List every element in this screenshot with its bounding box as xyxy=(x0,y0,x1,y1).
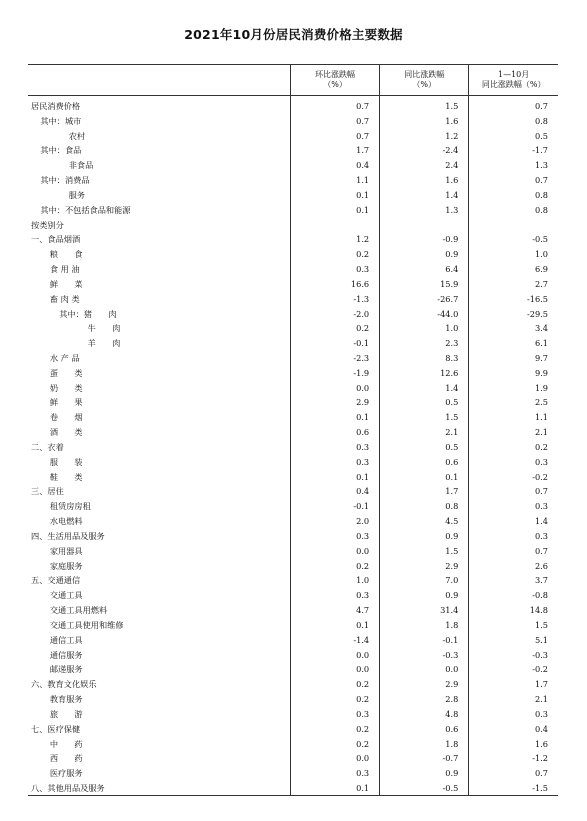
yoy-change-cell: 0.9 xyxy=(380,766,469,781)
mom-change-cell: 0.0 xyxy=(290,751,379,766)
yoy-change-cell: 2.4 xyxy=(380,158,469,173)
yoy-change-cell: 1.8 xyxy=(380,617,469,632)
yoy-change-cell: 0.6 xyxy=(380,721,469,736)
row-label: 旅 游 xyxy=(49,708,83,719)
mom-change-cell: 2.0 xyxy=(290,514,379,529)
yoy-change-cell: 12.6 xyxy=(380,365,469,380)
table-row xyxy=(28,306,558,321)
yoy-change-cell: 0.9 xyxy=(380,529,469,544)
ytd-change-cell: 6.1 xyxy=(469,336,558,351)
row-label: 食 用 油 xyxy=(49,264,80,275)
ytd-change-cell: 9.9 xyxy=(469,365,558,380)
ytd-change-cell: -1.2 xyxy=(469,751,558,766)
mom-change-cell: 0.2 xyxy=(290,677,379,692)
row-label: 其中：消费品 xyxy=(40,175,90,186)
mom-change-cell: -1.9 xyxy=(290,365,379,380)
mom-change-cell: 0.3 xyxy=(290,706,379,721)
table-row xyxy=(28,766,558,781)
ytd-change-cell: 0.3 xyxy=(469,706,558,721)
header-ytd-line2: 同比涨跌幅（%） xyxy=(481,80,546,89)
row-label: 家庭服务 xyxy=(49,560,83,571)
ytd-change-cell: 0.7 xyxy=(469,173,558,188)
ytd-change-cell: -1.5 xyxy=(469,781,558,796)
mom-change-cell: 0.7 xyxy=(290,99,379,114)
row-label: 七、医疗保健 xyxy=(31,723,81,734)
ytd-change-cell: -0.8 xyxy=(469,588,558,603)
yoy-change-cell: 2.3 xyxy=(380,336,469,351)
ytd-change-cell: -0.3 xyxy=(469,647,558,662)
table-header-row xyxy=(28,65,558,96)
ytd-change-cell: 2.1 xyxy=(469,692,558,707)
row-label: 一、食品烟酒 xyxy=(31,234,81,245)
yoy-change-cell: 2.1 xyxy=(380,425,469,440)
yoy-change-cell xyxy=(380,217,469,232)
row-label: 通信工具 xyxy=(49,634,83,645)
row-label: 鲜 菜 xyxy=(49,278,83,289)
row-label: 交通工具用燃料 xyxy=(49,605,108,616)
mom-change-cell: 0.3 xyxy=(290,454,379,469)
yoy-change-cell: 1.5 xyxy=(380,410,469,425)
mom-change-cell: 1.7 xyxy=(290,143,379,158)
mom-change-cell: 0.2 xyxy=(290,721,379,736)
ytd-change-cell: 5.1 xyxy=(469,632,558,647)
yoy-change-cell: -44.0 xyxy=(380,306,469,321)
row-label: 服 装 xyxy=(49,456,83,467)
table-row xyxy=(28,380,558,395)
mom-change-cell xyxy=(290,217,379,232)
table-row xyxy=(28,529,558,544)
ytd-change-cell: 1.9 xyxy=(469,380,558,395)
yoy-change-cell: -0.7 xyxy=(380,751,469,766)
table-row xyxy=(28,632,558,647)
header-yoy xyxy=(380,65,469,96)
header-mom-line2: （%） xyxy=(323,80,347,89)
yoy-change-cell: 0.5 xyxy=(380,395,469,410)
yoy-change-cell: 1.2 xyxy=(380,128,469,143)
table-row xyxy=(28,677,558,692)
ytd-change-cell: 0.8 xyxy=(469,202,558,217)
mom-change-cell: 0.4 xyxy=(290,484,379,499)
row-label: 居民消费价格 xyxy=(31,100,81,111)
yoy-change-cell: 1.3 xyxy=(380,202,469,217)
mom-change-cell: -1.3 xyxy=(290,291,379,306)
mom-change-cell: 0.3 xyxy=(290,440,379,455)
ytd-change-cell: -0.5 xyxy=(469,232,558,247)
row-label: 羊 肉 xyxy=(87,338,121,349)
ytd-change-cell xyxy=(469,217,558,232)
yoy-change-cell: 1.7 xyxy=(380,484,469,499)
row-label: 其中：食品 xyxy=(40,145,82,156)
row-label: 其中：不包括食品和能源 xyxy=(40,204,131,215)
ytd-change-cell: -29.5 xyxy=(469,306,558,321)
ytd-change-cell: 1.7 xyxy=(469,677,558,692)
row-label: 卷 烟 xyxy=(49,412,83,423)
ytd-change-cell: 0.8 xyxy=(469,113,558,128)
mom-change-cell: 0.1 xyxy=(290,469,379,484)
yoy-change-cell: 31.4 xyxy=(380,603,469,618)
row-label: 家用器具 xyxy=(49,545,83,556)
table-row xyxy=(28,751,558,766)
mom-change-cell: 0.3 xyxy=(290,262,379,277)
table-row xyxy=(28,410,558,425)
row-label: 鲜 果 xyxy=(49,397,83,408)
ytd-change-cell: 1.1 xyxy=(469,410,558,425)
table-row xyxy=(28,232,558,247)
table-row xyxy=(28,99,558,114)
header-yoy-line1: 同比涨跌幅 xyxy=(404,70,445,79)
yoy-change-cell: 0.9 xyxy=(380,247,469,262)
table-row xyxy=(28,781,558,796)
mom-change-cell: 0.3 xyxy=(290,766,379,781)
page-title: 2021年10月份居民消费价格主要数据 xyxy=(184,27,403,42)
mom-change-cell: 0.1 xyxy=(290,410,379,425)
table-body xyxy=(28,96,558,796)
row-label: 酒 类 xyxy=(49,427,83,438)
yoy-change-cell: -0.3 xyxy=(380,647,469,662)
yoy-change-cell: 1.4 xyxy=(380,380,469,395)
mom-change-cell: 1.2 xyxy=(290,232,379,247)
mom-change-cell: 0.1 xyxy=(290,187,379,202)
ytd-change-cell: 1.0 xyxy=(469,247,558,262)
mom-change-cell: 1.1 xyxy=(290,173,379,188)
yoy-change-cell: 4.5 xyxy=(380,514,469,529)
mom-change-cell: 4.7 xyxy=(290,603,379,618)
mom-change-cell: 0.1 xyxy=(290,781,379,796)
mom-change-cell: 0.4 xyxy=(290,158,379,173)
table-row xyxy=(28,543,558,558)
mom-change-cell: -0.1 xyxy=(290,499,379,514)
row-label: 其中：猪 肉 xyxy=(59,308,117,319)
row-label: 医疗服务 xyxy=(49,768,83,779)
row-label: 通信服务 xyxy=(49,649,83,660)
ytd-change-cell: 0.8 xyxy=(469,187,558,202)
row-label: 西 药 xyxy=(49,753,83,764)
table-row xyxy=(28,573,558,588)
row-label: 交通工具 xyxy=(49,590,83,601)
yoy-change-cell: 1.4 xyxy=(380,187,469,202)
yoy-change-cell: -0.5 xyxy=(380,781,469,796)
ytd-change-cell: 14.8 xyxy=(469,603,558,618)
ytd-change-cell: 2.6 xyxy=(469,558,558,573)
table-row xyxy=(28,276,558,291)
ytd-change-cell: 2.5 xyxy=(469,395,558,410)
row-label: 水 产 品 xyxy=(49,352,80,363)
ytd-change-cell: 0.7 xyxy=(469,99,558,114)
ytd-change-cell: 0.2 xyxy=(469,440,558,455)
yoy-change-cell: 1.8 xyxy=(380,736,469,751)
header-ytd xyxy=(469,65,558,96)
yoy-change-cell: 0.1 xyxy=(380,469,469,484)
row-label: 四、生活用品及服务 xyxy=(31,530,105,541)
mom-change-cell: -1.4 xyxy=(290,632,379,647)
table-row xyxy=(28,692,558,707)
header-mom-line1: 环比涨跌幅 xyxy=(315,70,356,79)
ytd-change-cell: 1.3 xyxy=(469,158,558,173)
header-item-name xyxy=(28,65,290,96)
mom-change-cell: 0.7 xyxy=(290,128,379,143)
mom-change-cell: 0.2 xyxy=(290,321,379,336)
table-row xyxy=(28,706,558,721)
mom-change-cell: 0.2 xyxy=(290,692,379,707)
mom-change-cell: 0.0 xyxy=(290,543,379,558)
yoy-change-cell: 1.6 xyxy=(380,173,469,188)
table-row xyxy=(28,113,558,128)
table-row xyxy=(28,425,558,440)
row-label: 租赁房房租 xyxy=(49,501,91,512)
mom-change-cell: 0.0 xyxy=(290,662,379,677)
table-row xyxy=(28,336,558,351)
yoy-change-cell: 1.6 xyxy=(380,113,469,128)
row-label: 粮 食 xyxy=(49,249,83,260)
table-row xyxy=(28,603,558,618)
table-row xyxy=(28,662,558,677)
row-label: 其中：城市 xyxy=(40,115,82,126)
yoy-change-cell: 8.3 xyxy=(380,351,469,366)
table-row xyxy=(28,365,558,380)
table-row xyxy=(28,158,558,173)
mom-change-cell: -2.3 xyxy=(290,351,379,366)
mom-change-cell: 0.0 xyxy=(290,647,379,662)
mom-change-cell: 0.7 xyxy=(290,113,379,128)
yoy-change-cell: 2.8 xyxy=(380,692,469,707)
yoy-change-cell: 15.9 xyxy=(380,276,469,291)
ytd-change-cell: 1.4 xyxy=(469,514,558,529)
table-row xyxy=(28,262,558,277)
yoy-change-cell: 2.9 xyxy=(380,677,469,692)
yoy-change-cell: 0.8 xyxy=(380,499,469,514)
row-label: 八、其他用品及服务 xyxy=(28,781,290,796)
row-label: 非食品 xyxy=(68,160,94,171)
mom-change-cell: 0.3 xyxy=(290,588,379,603)
mom-change-cell: 0.6 xyxy=(290,425,379,440)
table-row xyxy=(28,187,558,202)
table-row xyxy=(28,499,558,514)
ytd-change-cell: 1.6 xyxy=(469,736,558,751)
mom-change-cell: 16.6 xyxy=(290,276,379,291)
mom-change-cell: -2.0 xyxy=(290,306,379,321)
ytd-change-cell: -0.2 xyxy=(469,469,558,484)
ytd-change-cell: 0.3 xyxy=(469,529,558,544)
table-row xyxy=(28,291,558,306)
yoy-change-cell: 1.0 xyxy=(380,321,469,336)
yoy-change-cell: 1.5 xyxy=(380,99,469,114)
yoy-change-cell: -2.4 xyxy=(380,143,469,158)
row-label: 农村 xyxy=(68,130,86,141)
row-label: 奶 类 xyxy=(49,382,83,393)
yoy-change-cell: 2.9 xyxy=(380,558,469,573)
mom-change-cell: 0.3 xyxy=(290,529,379,544)
table-row xyxy=(28,588,558,603)
mom-change-cell: 0.2 xyxy=(290,558,379,573)
ytd-change-cell: 0.3 xyxy=(469,454,558,469)
ytd-change-cell: 9.7 xyxy=(469,351,558,366)
table-row xyxy=(28,454,558,469)
row-label: 二、衣着 xyxy=(31,441,64,452)
mom-change-cell: 0.0 xyxy=(290,380,379,395)
yoy-change-cell: -0.9 xyxy=(380,232,469,247)
mom-change-cell: 2.9 xyxy=(290,395,379,410)
mom-change-cell: 0.2 xyxy=(290,247,379,262)
mom-change-cell: 1.0 xyxy=(290,573,379,588)
mom-change-cell: -0.1 xyxy=(290,336,379,351)
row-label: 服务 xyxy=(68,189,86,200)
ytd-change-cell: 0.7 xyxy=(469,766,558,781)
yoy-change-cell: 7.0 xyxy=(380,573,469,588)
mom-change-cell: 0.1 xyxy=(290,202,379,217)
yoy-change-cell: -26.7 xyxy=(380,291,469,306)
table-row xyxy=(28,173,558,188)
row-label: 蛋 类 xyxy=(49,367,83,378)
row-label: 中 药 xyxy=(49,738,83,749)
mom-change-cell: 0.1 xyxy=(290,617,379,632)
header-mom xyxy=(290,65,379,96)
row-label: 教育服务 xyxy=(49,694,83,705)
table-row xyxy=(28,351,558,366)
ytd-change-cell: 0.7 xyxy=(469,543,558,558)
table-row xyxy=(28,558,558,573)
table-row xyxy=(28,469,558,484)
table-row xyxy=(28,143,558,158)
row-label: 水电燃料 xyxy=(49,516,83,527)
ytd-change-cell: 2.7 xyxy=(469,276,558,291)
ytd-change-cell: 0.3 xyxy=(469,499,558,514)
header-yoy-line2: （%） xyxy=(412,80,437,89)
row-label: 三、居住 xyxy=(31,486,64,497)
yoy-change-cell: 6.4 xyxy=(380,262,469,277)
table-row xyxy=(28,128,558,143)
row-label: 按类别分 xyxy=(31,219,64,230)
row-label: 畜 肉 类 xyxy=(49,293,80,304)
ytd-change-cell: -1.7 xyxy=(469,143,558,158)
table-row xyxy=(28,647,558,662)
ytd-change-cell: 0.5 xyxy=(469,128,558,143)
row-label: 牛 肉 xyxy=(87,323,121,334)
table-row xyxy=(28,484,558,499)
yoy-change-cell: -0.1 xyxy=(380,632,469,647)
mom-change-cell: 0.2 xyxy=(290,736,379,751)
table-row xyxy=(28,217,558,232)
yoy-change-cell: 4.8 xyxy=(380,706,469,721)
row-label: 邮递服务 xyxy=(49,664,83,675)
yoy-change-cell: 0.5 xyxy=(380,440,469,455)
ytd-change-cell: 2.1 xyxy=(469,425,558,440)
ytd-change-cell: 3.7 xyxy=(469,573,558,588)
ytd-change-cell: 3.4 xyxy=(469,321,558,336)
row-label: 六、教育文化娱乐 xyxy=(31,679,97,690)
yoy-change-cell: 1.5 xyxy=(380,543,469,558)
table-row xyxy=(28,736,558,751)
table-row xyxy=(28,247,558,262)
row-label: 五、交通通信 xyxy=(31,575,81,586)
table-row xyxy=(28,721,558,736)
ytd-change-cell: 1.5 xyxy=(469,617,558,632)
row-label: 交通工具使用和维修 xyxy=(49,619,124,630)
ytd-change-cell: 0.7 xyxy=(469,484,558,499)
table-row xyxy=(28,617,558,632)
table-row xyxy=(28,440,558,455)
yoy-change-cell: 0.6 xyxy=(380,454,469,469)
row-label: 鞋 类 xyxy=(49,471,83,482)
table-row xyxy=(28,202,558,217)
header-ytd-line1: 1—10月 xyxy=(498,70,530,79)
yoy-change-cell: 0.0 xyxy=(380,662,469,677)
table-row xyxy=(28,395,558,410)
cpi-data-table xyxy=(28,64,558,796)
ytd-change-cell: 6.9 xyxy=(469,262,558,277)
ytd-change-cell: -0.2 xyxy=(469,662,558,677)
table-row xyxy=(28,514,558,529)
yoy-change-cell: 0.9 xyxy=(380,588,469,603)
table-row xyxy=(28,321,558,336)
ytd-change-cell: -16.5 xyxy=(469,291,558,306)
ytd-change-cell: 0.4 xyxy=(469,721,558,736)
